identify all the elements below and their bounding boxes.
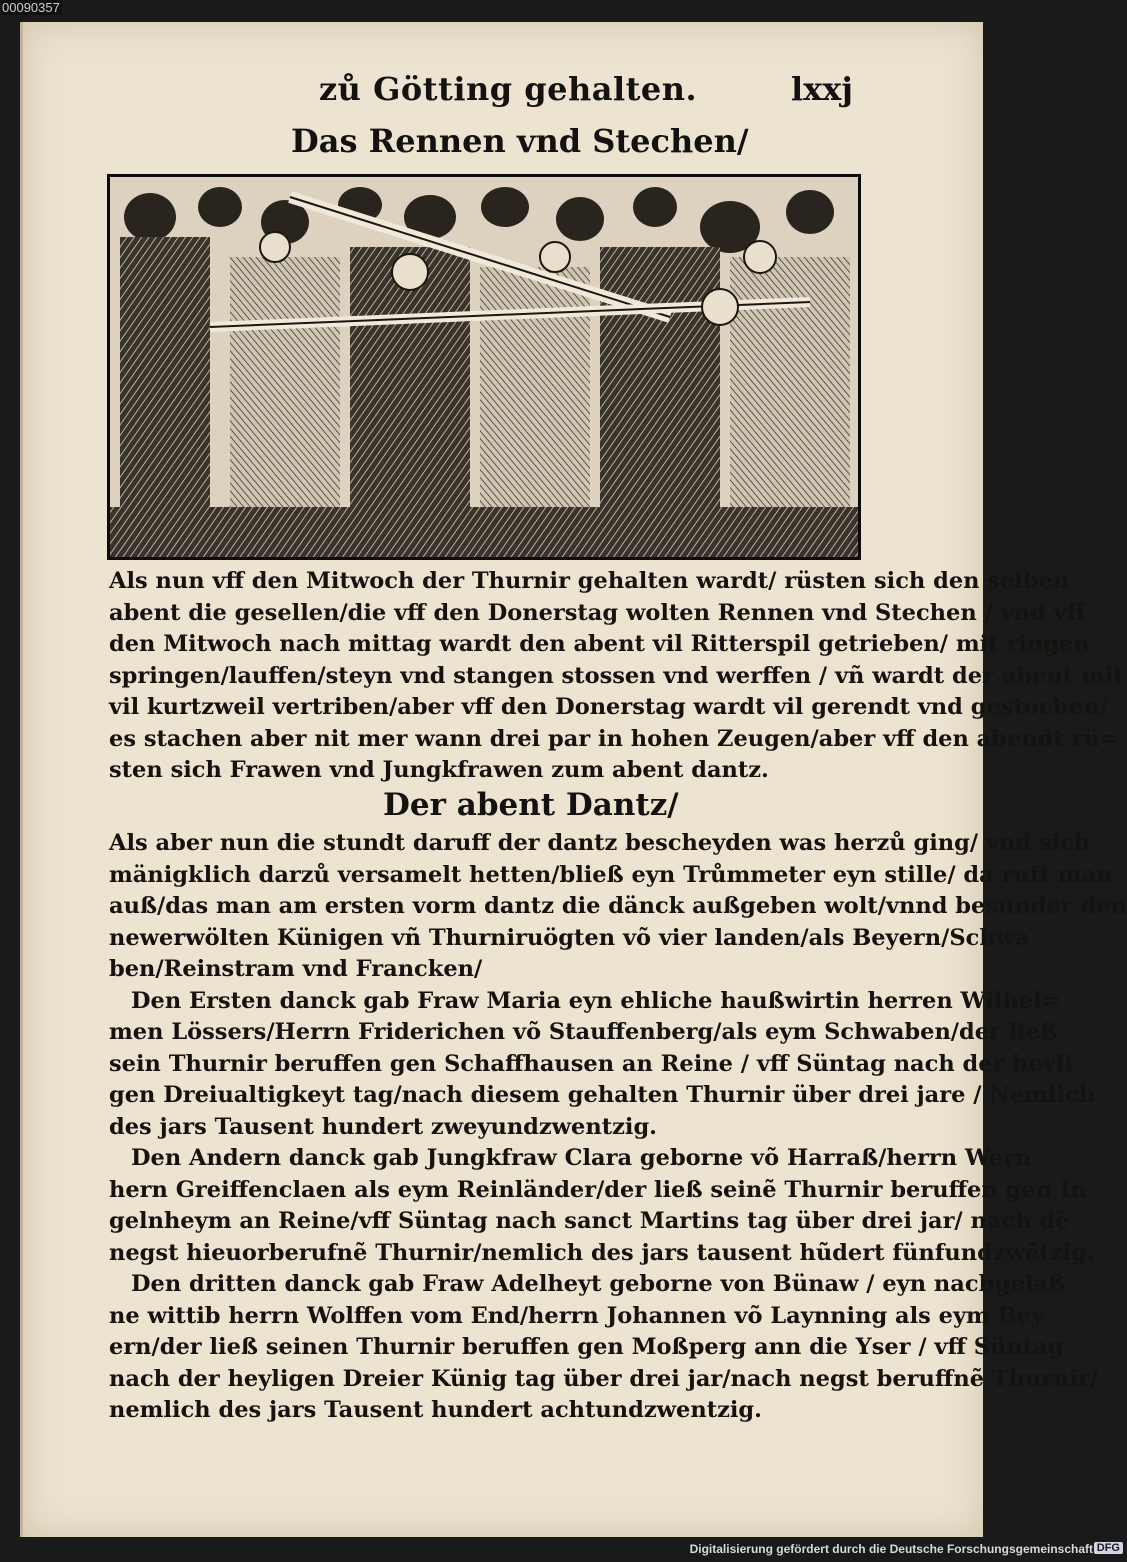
- funding-credit: Digitalisierung gefördert durch die Deutsche Forschungsgemeinschaft: [689, 1542, 1093, 1556]
- text-line: Als nun vff den Mitwoch der Thurnir gehalten wardt/ rüsten sich den selben: [109, 568, 1070, 594]
- text-line: auß/das man am ersten vorm dantz die dänck außgeben wolt/vnnd besunder den: [109, 893, 1127, 919]
- text-line: negst hieuorberufnẽ Thurnir/nemlich des jars tausent hũdert fünfundzwẽtzig.: [109, 1239, 1095, 1266]
- woodcut-tournament-icon: [110, 177, 858, 557]
- text-line: nach der heyligen Dreier Künig tag über drei jar/nach negst beruffnẽ Thurnir/: [109, 1365, 1099, 1392]
- folio-number: lxxj: [791, 70, 853, 108]
- text-line: es stachen aber nit mer wann drei par in hohen Zeugen/aber vff den abendt rü=: [109, 725, 1119, 752]
- scan-id: 00090357: [2, 0, 60, 15]
- sub-title: Der abent Dantz/: [383, 787, 679, 823]
- section-title: Das Rennen vnd Stechen/: [291, 122, 749, 160]
- text-line: Als aber nun die stundt daruff der dantz bescheyden was herzů ging/ vnd sich: [109, 830, 1091, 856]
- text-line: abent die gesellen/die vff den Donerstag wolten Rennen vnd Stechen / vnd vff: [109, 599, 1086, 626]
- text-line: sten sich Frawen vnd Jungkfrawen zum abent dantz.: [109, 757, 769, 783]
- paragraphs-dance: [109, 828, 1127, 1427]
- woodcut-illustration: [107, 174, 861, 560]
- text-line: des jars Tausent hundert zweyundzwentzig.: [109, 1113, 658, 1140]
- text-line: mänigklich darzů versamelt hetten/bließ eyn Trůmmeter eyn stille/ da ruft man: [109, 861, 1113, 888]
- dfg-logo-icon: DFG: [1094, 1542, 1123, 1554]
- text-line: nemlich des jars Tausent hundert achtundzwentzig.: [109, 1397, 762, 1423]
- running-head: zů Götting gehalten.: [319, 70, 698, 108]
- text-line: gelnheym an Reine/vff Süntag nach sanct Martins tag über drei jar/ nach dẽ: [109, 1208, 1070, 1234]
- text-line: den Mitwoch nach mittag wardt den abent vil Ritterspil getrieben/ mit ringen: [109, 631, 1090, 657]
- text-line: Den Andern danck gab Jungkfraw Clara geborne võ Harraß/herrn Wern: [131, 1145, 1031, 1171]
- page-header: [23, 70, 983, 130]
- text-line: springen/lauffen/steyn vnd stangen stossen vnd werffen / vñ wardt der abent mit: [109, 662, 1124, 689]
- text-line: gen Dreiualtigkeyt tag/nach diesem gehalten Thurnir über drei jare / Nemlich: [109, 1082, 1096, 1108]
- text-line: men Lössers/Herrn Friderichen võ Stauffenberg/als eym Schwaben/der ließ: [109, 1019, 1058, 1045]
- footer-bar: [0, 1538, 1127, 1562]
- text-line: sein Thurnir beruffen gen Schaffhausen an Reine / vff Süntag nach der heyli: [109, 1050, 1074, 1077]
- text-line: ben/Reinstram vnd Francken/: [109, 956, 483, 982]
- text-line: newerwölten Künigen vñ Thurniruögten võ vier landen/als Beyern/Schwa: [109, 924, 1030, 951]
- paragraph-tournament: [109, 566, 1124, 787]
- book-page: [20, 22, 1127, 1537]
- text-line: Den Ersten danck gab Fraw Maria eyn ehliche haußwirtin herren Wilhel=: [131, 987, 1061, 1014]
- text-line: ern/der ließ seinen Thurnir beruffen gen Moßperg ann die Yser / vff Süntag: [109, 1334, 1064, 1360]
- text-line: hern Greiffenclaen als eym Reinländer/der ließ seinẽ Thurnir beruffen gen In: [109, 1176, 1087, 1203]
- text-line: vil kurtzweil vertriben/aber vff den Donerstag wardt vil gerendt vnd gestochen/: [109, 694, 1108, 720]
- text-line: Den dritten danck gab Fraw Adelheyt geborne von Bünaw / eyn nachgelaß: [131, 1271, 1066, 1297]
- text-line: ne wittib herrn Wolffen vom End/herrn Johannen võ Laynning als eym Bey: [109, 1302, 1045, 1329]
